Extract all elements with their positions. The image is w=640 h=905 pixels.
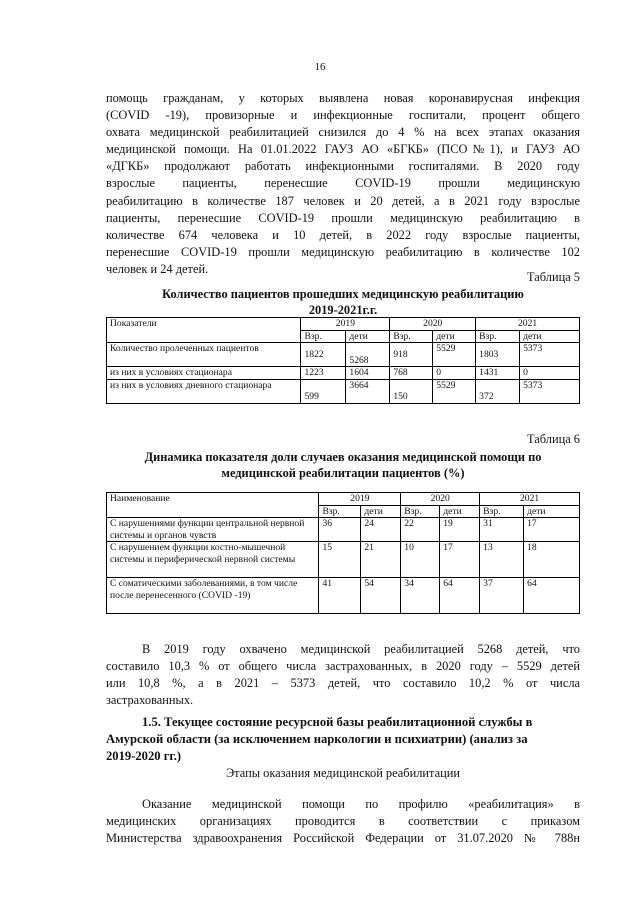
cell-value: 18 bbox=[524, 542, 580, 578]
cell-value: 10 bbox=[401, 542, 440, 578]
text-line: пациенты, перенесшие COVID-19 прошли медицинскую реабилитацию в bbox=[106, 210, 580, 225]
sub-header-adult: Взр. bbox=[319, 505, 361, 518]
row-name: С нарушениями функции центральной нервной системы и органов чувств bbox=[107, 518, 319, 542]
year-header: 2021 bbox=[480, 493, 580, 506]
section-heading-line: Амурской области (за исключением наркологии и психиатрии) (анализ за bbox=[106, 732, 528, 746]
text-line: взрослые пациенты, перенесшие COVID-19 прошли медицинскую bbox=[106, 176, 580, 191]
cell-value: 5529 bbox=[433, 343, 476, 367]
sub-header-adult: Взр. bbox=[480, 505, 524, 518]
cell-value: 17 bbox=[440, 542, 480, 578]
cell-value: 41 bbox=[319, 578, 361, 614]
year-header: 2021 bbox=[476, 318, 580, 331]
text-line: помощь гражданам, у которых выявлена новая коронавирусная инфекция bbox=[106, 91, 580, 105]
table6-title-line: Динамика показателя доли случаев оказания медицинской помощи по bbox=[144, 450, 542, 464]
text-line: В 2019 году охвачено медицинской реабилитацией 5268 детей, что bbox=[142, 642, 580, 656]
section-heading-line: 2019-2020 гг.) bbox=[106, 749, 182, 763]
cell-value: 13 bbox=[480, 542, 524, 578]
sub-header-child: дети bbox=[524, 505, 580, 518]
text-line: (COVID -19), провизорные и инфекционные госпитали, процент общего bbox=[106, 108, 580, 123]
cell-value: 918 bbox=[390, 343, 433, 367]
text-line: составило 10,3 % от общего числа застрахованных, в 2020 году – 5529 детей bbox=[106, 659, 580, 674]
table-row bbox=[107, 542, 580, 578]
cell-value: 1604 bbox=[346, 367, 390, 380]
cell-value: 5373 bbox=[520, 379, 580, 403]
cell-value: 34 bbox=[401, 578, 440, 614]
text-line: реабилитацию в количестве 187 человек и 20 детей, а в 2021 году взрослые bbox=[106, 193, 580, 208]
table5-label: Таблица 5 bbox=[527, 270, 580, 284]
cell-value: 21 bbox=[361, 542, 401, 578]
sub-header-adult: Взр. bbox=[401, 505, 440, 518]
table-row bbox=[107, 343, 580, 367]
cell-value: 19 bbox=[440, 518, 480, 542]
cell-value: 1822 bbox=[301, 343, 346, 367]
table6-title-line: медицинской реабилитации пациентов (%) bbox=[221, 466, 465, 480]
table-row bbox=[107, 518, 580, 542]
year-header: 2020 bbox=[401, 493, 480, 506]
table-header-cell: Показатели bbox=[107, 318, 301, 343]
cell-value: 372 bbox=[476, 379, 520, 403]
row-name: С соматическими заболеваниями, в том числе после перенесенного (COVID -19) bbox=[107, 578, 319, 614]
cell-value: 22 bbox=[401, 518, 440, 542]
sub-header-child: дети bbox=[440, 505, 480, 518]
cell-value: 150 bbox=[390, 379, 433, 403]
text-line: человек и 24 детей. bbox=[106, 261, 209, 276]
cell-value: 768 bbox=[390, 367, 433, 380]
year-header: 2019 bbox=[319, 493, 401, 506]
text-line: Оказание медицинской помощи по профилю «реабилитация» в bbox=[142, 797, 580, 811]
sub-header-child: дети bbox=[346, 330, 390, 343]
intro-paragraph bbox=[106, 90, 580, 278]
table-header-cell: Наименование bbox=[107, 493, 319, 518]
page-number: 16 bbox=[314, 61, 326, 73]
cell-value: 5268 bbox=[346, 343, 390, 367]
text-line: медицинских организациях проводится в соответствии с приказом bbox=[106, 814, 580, 829]
text-line: перенесшие COVID-19 прошли медицинскую реабилитацию в количестве 102 bbox=[106, 244, 580, 259]
cell-value: 54 bbox=[361, 578, 401, 614]
subheading: Этапы оказания медицинской реабилитации bbox=[226, 766, 460, 780]
table5-title-line: 2019-2021г.г. bbox=[308, 303, 378, 317]
sub-header-child: дети bbox=[361, 505, 401, 518]
table6-label: Таблица 6 bbox=[527, 432, 580, 446]
cell-value: 36 bbox=[319, 518, 361, 542]
cell-value: 599 bbox=[301, 379, 346, 403]
year-header: 2020 bbox=[390, 318, 476, 331]
cell-value: 0 bbox=[433, 367, 476, 380]
cell-value: 3664 bbox=[346, 379, 390, 403]
table5-title bbox=[106, 286, 580, 318]
sub-header-adult: Взр. bbox=[301, 330, 346, 343]
cell-value: 17 bbox=[524, 518, 580, 542]
cell-value: 37 bbox=[480, 578, 524, 614]
table6 bbox=[106, 492, 580, 614]
text-line: Министерства здравоохранения Российской Федерации от 31.07.2020 № 788н bbox=[106, 831, 580, 846]
year-header: 2019 bbox=[301, 318, 390, 331]
cell-value: 24 bbox=[361, 518, 401, 542]
table5 bbox=[106, 317, 580, 404]
text-line: охвата медицинской реабилитацией снизился до 4 % на всех этапах оказания bbox=[106, 125, 580, 140]
table-row bbox=[107, 318, 580, 331]
text-line: количестве 674 человека и 10 детей, в 2022 году взрослые пациенты, bbox=[106, 227, 580, 242]
sub-header-child: дети bbox=[520, 330, 580, 343]
sub-header-child: дети bbox=[433, 330, 476, 343]
table5-title-line: Количество пациентов прошедших медицинскую реабилитацию bbox=[162, 287, 524, 301]
table-row bbox=[107, 493, 580, 506]
summary-paragraph bbox=[106, 641, 580, 709]
text-line: «ДГКБ» продолжают работать инфекционными госпиталями. В 2020 году bbox=[106, 159, 580, 174]
table-row bbox=[107, 379, 580, 403]
cell-value: 1223 bbox=[301, 367, 346, 380]
text-line: застрахованных. bbox=[106, 693, 194, 708]
cell-value: 0 bbox=[520, 367, 580, 380]
table6-title bbox=[106, 449, 580, 481]
row-name: из них в условиях стационара bbox=[107, 367, 301, 380]
sub-header-adult: Взр. bbox=[390, 330, 433, 343]
cell-value: 1803 bbox=[476, 343, 520, 367]
row-name: С нарушением функции костно-мышечной системы и периферической нервной системы bbox=[107, 542, 319, 578]
cell-value: 64 bbox=[524, 578, 580, 614]
table-row bbox=[107, 578, 580, 614]
cell-value: 5373 bbox=[520, 343, 580, 367]
sub-header-adult: Взр. bbox=[476, 330, 520, 343]
row-name: из них в условиях дневного стационара bbox=[107, 379, 301, 403]
table-row bbox=[107, 367, 580, 380]
text-line: медицинской помощи. На 01.01.2022 ГАУЗ АО «БГКБ» (ПСО№1), и ГАУЗ АО bbox=[106, 142, 580, 157]
cell-value: 5529 bbox=[433, 379, 476, 403]
section-heading bbox=[106, 714, 580, 765]
final-paragraph bbox=[106, 796, 580, 847]
cell-value: 64 bbox=[440, 578, 480, 614]
section-heading-line: 1.5. Текущее состояние ресурсной базы реабилитационной службы в bbox=[142, 715, 533, 729]
row-name: Количество пролеченных пациентов bbox=[107, 343, 301, 367]
cell-value: 15 bbox=[319, 542, 361, 578]
cell-value: 1431 bbox=[476, 367, 520, 380]
text-line: или 10,8 %, а в 2021 – 5373 детей, что составило 10,2 % от числа bbox=[106, 676, 580, 691]
cell-value: 31 bbox=[480, 518, 524, 542]
